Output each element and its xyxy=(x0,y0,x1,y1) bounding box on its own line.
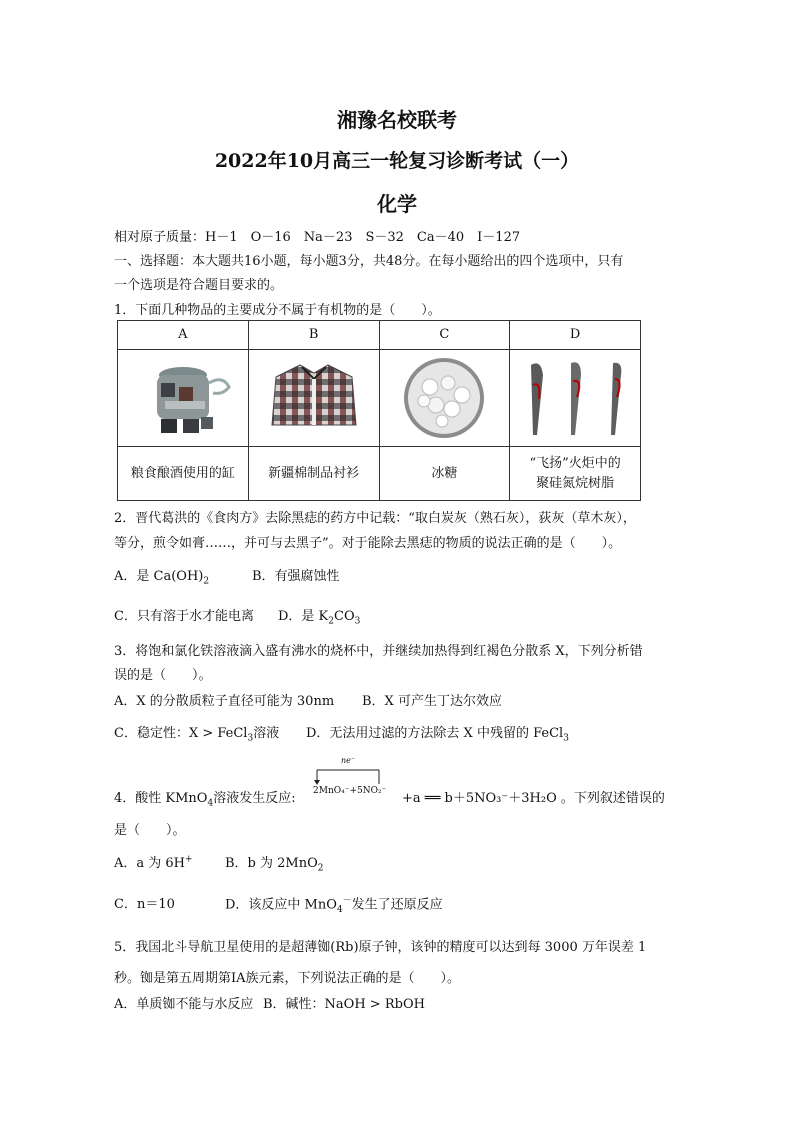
q4-stem-text: 4．酸性 KMnO xyxy=(114,791,208,806)
q1-caption-c: 冰糖 xyxy=(379,447,510,501)
q3-option-a: A．X 的分散质粒子直径可能为 30nm xyxy=(114,694,335,709)
exam-title: 2022年10月高三一轮复习诊断考试（一） xyxy=(214,150,580,172)
q5-stem-line2: 秒。铷是第五周期第ⅠA族元素，下列说法正确的是（ ）。 xyxy=(114,971,461,986)
q4-electron-transfer-diagram xyxy=(313,756,403,802)
q3-option-d-sub: 3 xyxy=(563,733,569,744)
q4-stem-text2: 溶液发生反应: xyxy=(213,791,296,806)
q4-eq-left: 2MnO₄⁻+5NO₂⁻ xyxy=(313,786,387,796)
q5-option-b: B．碱性：NaOH > RbOH xyxy=(263,997,425,1012)
q3-stem-line2: 误的是（ ）。 xyxy=(114,668,212,683)
q5-stem-line1: 5．我国北斗导航卫星使用的是超薄铷(Rb)原子钟，该钟的精度可以达到每 3000 万年误差 1 xyxy=(114,940,647,955)
q4-option-a-text: A．a 为 6H xyxy=(114,856,186,871)
q1-caption-a: 粮食酿酒使用的缸 xyxy=(118,447,249,501)
q4-option-b-sub: 2 xyxy=(317,863,324,874)
q4-option-a xyxy=(114,852,193,871)
q4-stem-pre xyxy=(114,787,296,809)
q4-option-d xyxy=(225,893,443,915)
q1-col-d-header: D xyxy=(510,321,641,350)
q2-option-d-text: D．是 K xyxy=(278,609,329,624)
atomic-mass-line: 相对原子质量：H－1 O－16 Na－23 S－32 Ca－40 I－127 xyxy=(114,230,521,245)
q1-col-b-header: B xyxy=(248,321,379,350)
q4-option-d-sub: 4 xyxy=(336,904,343,915)
q2-option-a-text: A．是 Ca(OH) xyxy=(114,569,204,584)
q4-eq-top-label: ne⁻ xyxy=(341,756,356,765)
q1-caption-d-line2: 聚硅氮烷树脂 xyxy=(536,475,615,491)
rock-sugar-image xyxy=(386,355,502,441)
q2-stem-line2: 等分，煎令如膏……，并可与去黑子”。对于能除去黑痣的物质的说法正确的是（ ）。 xyxy=(114,536,622,551)
cotton-shirt-image xyxy=(256,355,372,441)
q3-option-c-sub: 3 xyxy=(247,733,254,744)
wine-jar-image xyxy=(125,355,241,441)
q1-col-c-header: C xyxy=(379,321,510,350)
q1-caption-d-line1: “飞扬”火炬中的 xyxy=(529,455,621,471)
q1-options-table xyxy=(117,320,641,501)
section-instruction-cont: 一个选项是符合题目要求的。 xyxy=(114,278,284,293)
q3-stem-line1: 3．将饱和氯化铁溶液滴入盛有沸水的烧杯中，并继续加热得到红褐色分散系 X，下列分析错 xyxy=(114,644,643,659)
q1-image-b-cell xyxy=(248,349,379,447)
q4-option-c: C．n＝10 xyxy=(114,897,175,912)
q2-stem-line1: 2．晋代葛洪的《食肉方》去除黑痣的药方中记载：“取白炭灰（熟石灰），荻灰（草木灰）， xyxy=(114,511,636,526)
q1-image-a-cell xyxy=(118,349,249,447)
q2-option-a xyxy=(114,565,209,587)
q4-eq-right: +a ══ b＋5NO₃⁻＋3H₂O 。下列叙述错误的 xyxy=(402,791,665,806)
exam-org-title: 湘豫名校联考 xyxy=(337,108,457,132)
q4-option-b-text: B．b 为 2MnO xyxy=(225,856,318,871)
q4-option-b xyxy=(225,852,324,874)
q2-option-d-sub2: 3 xyxy=(354,616,361,627)
torch-image xyxy=(517,355,633,441)
q1-col-a-header: A xyxy=(118,321,249,350)
q1-image-c-cell xyxy=(379,349,510,447)
q1-caption-d xyxy=(510,447,641,501)
q2-option-d-mid: CO xyxy=(334,609,355,624)
q4-option-d-text: D．该反应中 MnO xyxy=(225,897,337,913)
q2-option-c: C．只有溶于水才能电离 xyxy=(114,609,254,624)
section-instruction: 一、选择题：本大题共16小题，每小题3分，共48分。在每小题给出的四个选项中，只有 xyxy=(114,254,624,269)
q4-stem-line2: 是（ ）。 xyxy=(114,823,186,838)
q2-option-b: B．有强腐蚀性 xyxy=(252,569,340,584)
q3-option-d xyxy=(306,722,569,744)
q2-option-d xyxy=(278,605,360,627)
q4-option-d-post: 发生了还原反应 xyxy=(351,897,443,913)
q1-stem: 1．下面几种物品的主要成分不属于有机物的是（ ）。 xyxy=(114,303,441,318)
q5-option-a: A．单质铷不能与水反应 xyxy=(114,997,254,1012)
q3-option-d-text: D．无法用过滤的方法除去 X 中残留的 FeCl xyxy=(306,726,564,741)
q2-option-d-sub1: 2 xyxy=(328,616,335,627)
q3-option-b: B．X 可产生丁达尔效应 xyxy=(362,694,502,709)
electron-transfer-arrow-icon xyxy=(313,762,403,802)
q3-option-c xyxy=(114,722,279,744)
q4-stem-sub: 4 xyxy=(207,798,214,809)
q3-option-c-text: C．稳定性：X > FeCl xyxy=(114,726,248,741)
q3-option-c-post: 溶液 xyxy=(253,726,280,741)
q1-caption-b: 新疆棉制品衬衫 xyxy=(248,447,379,501)
q4-option-d-sup: － xyxy=(342,896,352,906)
subject-title: 化学 xyxy=(377,192,417,216)
q1-image-d-cell xyxy=(510,349,641,447)
q4-option-a-sup: + xyxy=(185,854,193,865)
q2-option-a-sub: 2 xyxy=(203,576,210,587)
